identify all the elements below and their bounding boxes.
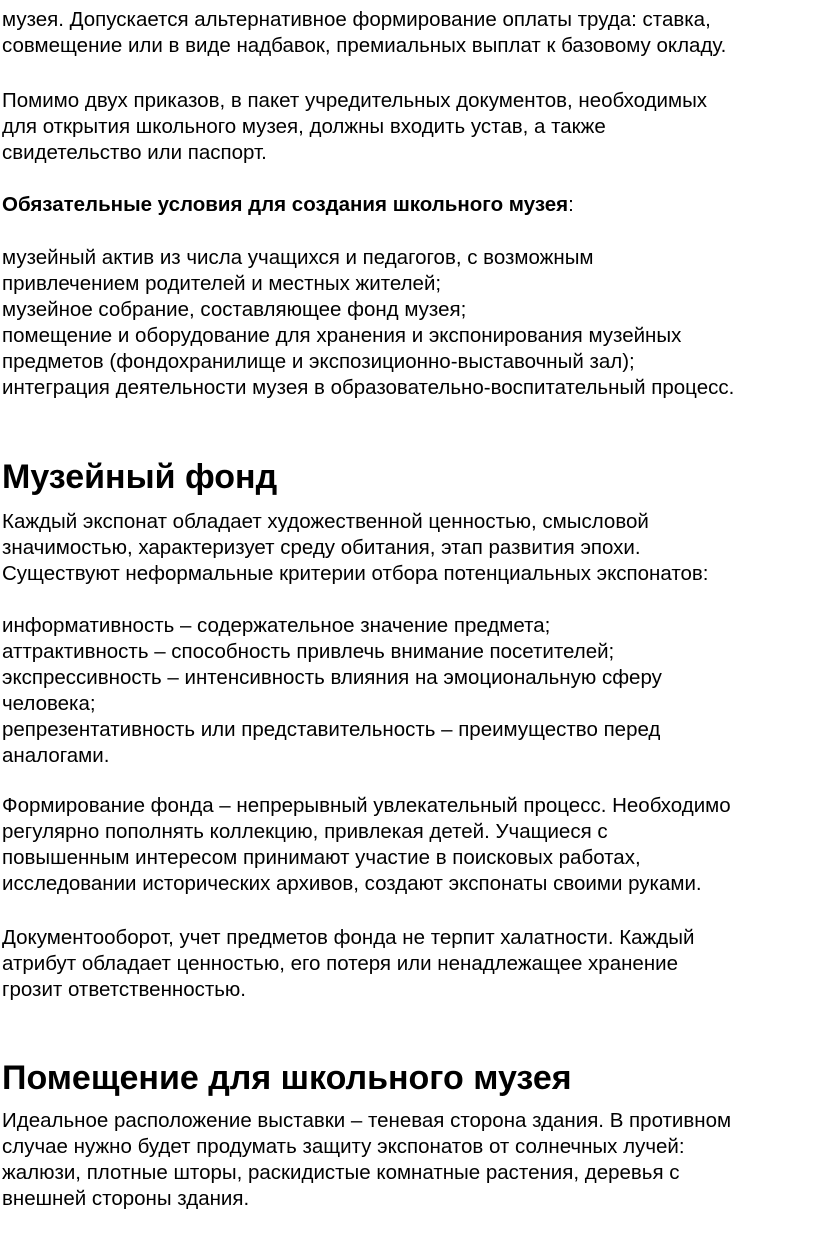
text-line: значимостью, характеризует среду обитания, этап развития эпохи.	[2, 536, 641, 559]
text-line: Каждый экспонат обладает художественной ценностью, смысловой	[2, 510, 649, 533]
text-line: совмещение или в виде надбавок, премиальных выплат к базовому окладу.	[2, 34, 727, 57]
section-heading: Музейный фонд	[2, 458, 278, 496]
text-line: атрибут обладает ценностью, его потеря или ненадлежащее хранение	[2, 952, 679, 975]
intro-paragraph	[2, 7, 814, 59]
list-item: привлечением родителей и местных жителей;	[2, 272, 442, 295]
documents-paragraph	[2, 88, 814, 166]
conditions-title-text: Обязательные условия для создания школьного музея	[2, 193, 569, 216]
text-line: свидетельство или паспорт.	[2, 141, 267, 164]
text-line: исследовании исторических архивов, создают экспонаты своими руками.	[2, 872, 702, 895]
text-line: регулярно пополнять коллекцию, привлекая детей. Учащиеся с	[2, 820, 608, 843]
text-line: повышенным интересом принимают участие в поисковых работах,	[2, 846, 641, 869]
list-item: аттрактивность – способность привлечь внимание посетителей;	[2, 640, 615, 663]
fund-paragraph-3	[2, 925, 814, 1003]
list-item: помещение и оборудование для хранения и экспонирования музейных	[2, 324, 682, 347]
conditions-title	[2, 192, 814, 218]
fund-paragraph-1	[2, 509, 814, 587]
text-line: Формирование фонда – непрерывный увлекательный процесс. Необходимо	[2, 794, 731, 817]
conditions-list	[2, 245, 814, 401]
fund-heading-block	[2, 457, 814, 497]
list-item: человека;	[2, 692, 96, 715]
text-line: Документооборот, учет предметов фонда не терпит халатности. Каждый	[2, 926, 695, 949]
conditions-title-colon: :	[568, 193, 574, 216]
text-line: музея. Допускается альтернативное формирование оплаты труда: ставка,	[2, 8, 711, 31]
text-line: внешней стороны здания.	[2, 1187, 250, 1210]
criteria-list	[2, 613, 814, 769]
section-heading: Помещение для школьного музея	[2, 1059, 572, 1097]
list-item: экспрессивность – интенсивность влияния на эмоциональную сферу	[2, 666, 662, 689]
list-item: репрезентативность или представительность – преимущество перед	[2, 718, 661, 741]
list-item: музейный актив из числа учащихся и педагогов, с возможным	[2, 246, 594, 269]
text-line: Идеальное расположение выставки – теневая сторона здания. В противном	[2, 1109, 732, 1132]
list-item: предметов (фондохранилище и экспозиционно-выставочный зал);	[2, 350, 635, 373]
text-line: грозит ответственностью.	[2, 978, 246, 1001]
list-item: информативность – содержательное значение предмета;	[2, 614, 551, 637]
room-heading-block	[2, 1058, 814, 1098]
list-item: аналогами.	[2, 744, 110, 767]
text-line: жалюзи, плотные шторы, раскидистые комнатные растения, деревья с	[2, 1161, 680, 1184]
room-paragraph-1	[2, 1108, 814, 1212]
list-item: интеграция деятельности музея в образовательно-воспитательный процесс.	[2, 376, 735, 399]
list-item: музейное собрание, составляющее фонд музея;	[2, 298, 467, 321]
text-line: для открытия школьного музея, должны входить устав, а также	[2, 115, 606, 138]
text-line: случае нужно будет продумать защиту экспонатов от солнечных лучей:	[2, 1135, 685, 1158]
fund-paragraph-2	[2, 793, 814, 897]
text-line: Существуют неформальные критерии отбора потенциальных экспонатов:	[2, 562, 709, 585]
text-line: Помимо двух приказов, в пакет учредительных документов, необходимых	[2, 89, 708, 112]
